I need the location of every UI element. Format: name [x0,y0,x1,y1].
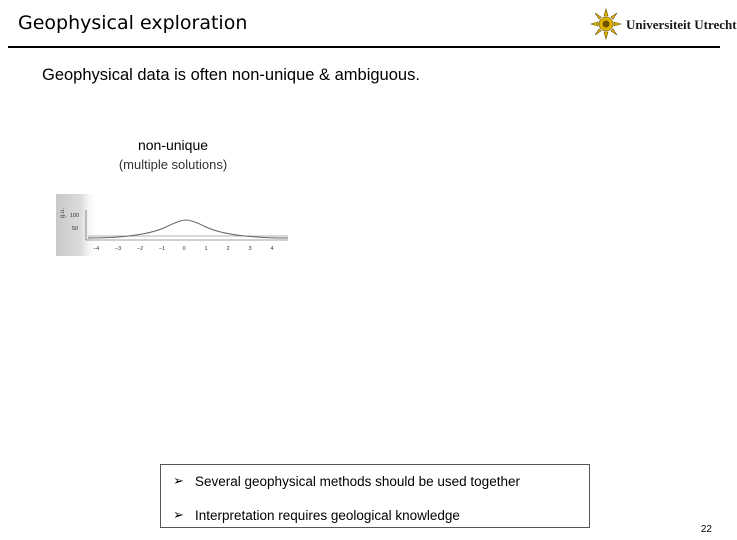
x-tick-label: 4 [270,246,274,252]
x-tick-label: 3 [248,246,252,252]
logo-text: Universiteit Utrecht [626,17,737,32]
plot-ylabel: g.u. [60,207,66,218]
x-tick-label: −1 [158,246,166,252]
x-tick-label: −3 [114,246,122,252]
slide-title: Geophysical exploration [18,12,248,34]
x-tick-label: 1 [204,246,208,252]
x-tick-label: −4 [92,246,100,252]
conclusion-box [160,464,590,528]
university-logo [590,8,737,40]
figure-caption: non-unique [137,137,209,153]
arrow-bullet-icon: ➢ [173,473,184,488]
plot-shading [56,194,98,256]
x-tick-label: 0 [182,246,186,252]
arrow-bullet-icon: ➢ [173,507,184,522]
bullet-item [173,473,520,489]
title-divider [8,46,720,48]
bullet-text: Interpretation requires geological knowledge [195,507,460,523]
x-tick-label: 2 [226,246,230,252]
page-number: 22 [700,524,712,535]
bullet-text: Several geophysical methods should be used together [195,473,520,489]
subtitle: Geophysical data is often non-unique & ambiguous. [42,66,420,84]
y-tick-label: 50 [72,226,79,232]
y-tick-label: 100 [70,213,80,219]
figure-subcaption: (multiple solutions) [118,157,228,172]
anomaly-curve [88,220,288,238]
gravity-anomaly-plot [56,194,292,256]
sun-seal-icon [590,8,622,40]
bullet-item [173,507,460,523]
x-tick-label: −2 [136,246,144,252]
